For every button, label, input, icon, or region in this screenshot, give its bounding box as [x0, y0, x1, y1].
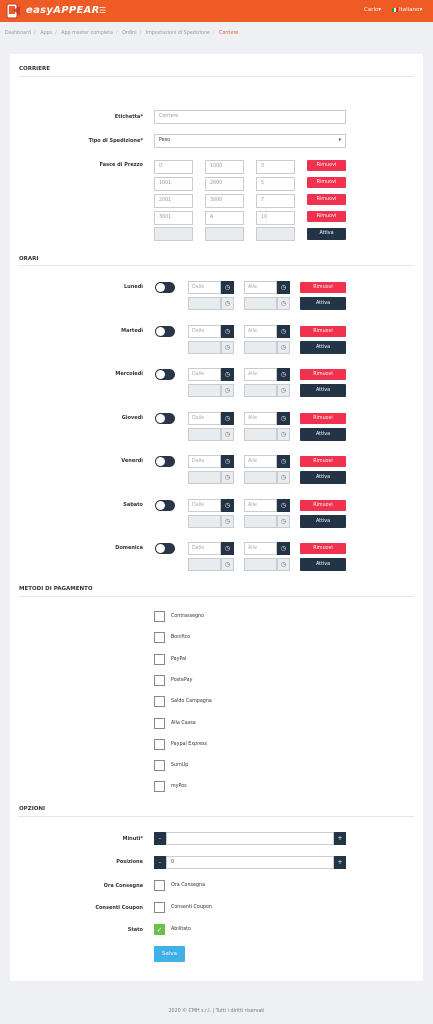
toggle-knob: [156, 457, 165, 466]
day-toggle[interactable]: [155, 369, 175, 380]
clock-icon[interactable]: ◷: [277, 558, 290, 571]
payment-method-checkbox[interactable]: [154, 718, 165, 729]
breadcrumb-shipping-settings[interactable]: Impostazioni di Spedizione: [145, 31, 210, 36]
remove-slot-button[interactable]: Rimuovi: [300, 543, 346, 554]
brand-logo[interactable]: [4, 2, 100, 20]
remove-slot-button[interactable]: Rimuovi: [300, 500, 346, 511]
status-label: Stato: [127, 927, 143, 933]
label-input[interactable]: Corriere: [154, 110, 346, 124]
payment-method-checkbox[interactable]: [154, 696, 165, 707]
remove-slot-button[interactable]: Rimuovi: [300, 326, 346, 337]
new-to-time-field[interactable]: [244, 471, 290, 484]
minutes-increment-button[interactable]: +: [334, 832, 346, 845]
clock-icon[interactable]: ◷: [221, 281, 234, 294]
day-label: Domenica: [115, 545, 143, 551]
delivery-time-label: Ora Consegna: [103, 883, 143, 889]
payment-method-label: Contrassegno: [171, 614, 205, 619]
from-time-field[interactable]: [188, 455, 234, 468]
new-to-time-input[interactable]: [244, 341, 277, 354]
from-time-field[interactable]: [188, 368, 234, 381]
new-to-time-field[interactable]: [244, 341, 290, 354]
add-range-button[interactable]: Attiva: [307, 228, 346, 240]
divider: [19, 596, 414, 597]
clock-icon[interactable]: ◷: [221, 542, 234, 555]
clock-icon[interactable]: ◷: [277, 542, 290, 555]
top-navbar: [0, 0, 433, 22]
new-from-time-field[interactable]: [188, 341, 234, 354]
section-title-courier: CORRIERE: [19, 66, 50, 72]
clock-icon[interactable]: ◷: [221, 325, 234, 338]
new-to-time-input[interactable]: [244, 558, 277, 571]
new-from-time-field[interactable]: [188, 384, 234, 397]
payment-method-label: Alla Cassa: [171, 721, 196, 726]
divider: [19, 265, 414, 266]
day-label: Martedì: [121, 328, 143, 334]
clock-icon[interactable]: ◷: [277, 341, 290, 354]
payment-method-checkbox[interactable]: [154, 781, 165, 792]
toggle-knob: [156, 544, 165, 553]
clock-icon[interactable]: ◷: [277, 281, 290, 294]
save-button[interactable]: Salva: [154, 946, 185, 962]
new-from-time-input[interactable]: [188, 341, 221, 354]
from-time-field[interactable]: [188, 325, 234, 338]
to-time-input[interactable]: Alle: [244, 368, 277, 381]
toggle-knob: [156, 327, 165, 336]
breadcrumb-dashboard[interactable]: Dashboard: [5, 31, 32, 36]
breadcrumb-current: Corriere: [219, 31, 239, 36]
to-time-input[interactable]: Alle: [244, 499, 277, 512]
section-title-payments: METODI DI PAGAMENTO: [19, 586, 93, 592]
remove-range-button[interactable]: Rimuovi: [307, 160, 346, 171]
day-toggle[interactable]: [155, 456, 175, 467]
to-time-input[interactable]: Alle: [244, 281, 277, 294]
new-from-time-input[interactable]: [188, 515, 221, 528]
range-to-input[interactable]: 2000: [205, 177, 244, 191]
day-label: Venerdì: [121, 458, 143, 464]
from-time-input[interactable]: Dalle: [188, 455, 221, 468]
new-range-price-input[interactable]: [256, 227, 295, 241]
breadcrumb-orders[interactable]: Ordini: [122, 31, 137, 36]
new-range-to-input[interactable]: [205, 227, 244, 241]
payment-method-label: Bonifico: [171, 635, 191, 640]
new-from-time-field[interactable]: [188, 558, 234, 571]
range-from-input[interactable]: 1001: [154, 177, 193, 191]
status-checkbox-label: Abilitato: [171, 927, 191, 932]
range-price-input[interactable]: 10: [256, 211, 295, 225]
from-time-input[interactable]: Dalle: [188, 412, 221, 425]
clock-icon[interactable]: ◷: [277, 515, 290, 528]
breadcrumb: Dashboard / Apps / App master completa / Ordini / Impostazioni di Spedizione / Corriere: [5, 31, 239, 36]
check-icon: ✓: [156, 926, 163, 934]
remove-slot-button[interactable]: Rimuovi: [300, 413, 346, 424]
clock-icon[interactable]: ◷: [277, 428, 290, 441]
to-time-field[interactable]: [244, 542, 290, 555]
shipping-type-select[interactable]: [154, 134, 346, 148]
remove-range-button[interactable]: Rimuovi: [307, 211, 346, 222]
day-toggle[interactable]: [155, 500, 175, 511]
remove-range-button[interactable]: Rimuovi: [307, 177, 346, 188]
new-to-time-field[interactable]: [244, 384, 290, 397]
to-time-field[interactable]: [244, 325, 290, 338]
new-from-time-input[interactable]: [188, 428, 221, 441]
clock-icon[interactable]: ◷: [277, 499, 290, 512]
add-slot-button[interactable]: Attiva: [300, 384, 346, 397]
new-from-time-field[interactable]: [188, 428, 234, 441]
clock-icon[interactable]: ◷: [221, 558, 234, 571]
minutes-input[interactable]: [166, 832, 334, 845]
minutes-decrement-button[interactable]: -: [154, 832, 166, 845]
payment-method-checkbox[interactable]: [154, 632, 165, 643]
range-price-input[interactable]: 7: [256, 194, 295, 208]
clock-icon[interactable]: ◷: [221, 471, 234, 484]
day-label: Lunedì: [124, 284, 143, 290]
clock-icon[interactable]: ◷: [221, 384, 234, 397]
payment-method-label: Paypal Express: [171, 742, 208, 747]
section-title-options: OPZIONI: [19, 806, 46, 812]
clock-icon[interactable]: ◷: [277, 384, 290, 397]
to-time-field[interactable]: [244, 368, 290, 381]
remove-slot-button[interactable]: Rimuovi: [300, 282, 346, 293]
clock-icon[interactable]: ◷: [221, 499, 234, 512]
to-time-field[interactable]: [244, 455, 290, 468]
clock-icon[interactable]: ◷: [221, 297, 234, 310]
range-price-input[interactable]: 5: [256, 177, 295, 191]
italy-flag-icon: [392, 8, 398, 12]
payment-method-checkbox[interactable]: [154, 654, 165, 665]
clock-icon[interactable]: ◷: [221, 455, 234, 468]
add-slot-button[interactable]: Attiva: [300, 297, 346, 310]
day-label: Sabato: [123, 502, 143, 508]
payment-method-checkbox[interactable]: [154, 760, 165, 771]
shipping-type-label: Tipo di Spedizione*: [88, 138, 143, 144]
to-time-input[interactable]: Alle: [244, 542, 277, 555]
clock-icon[interactable]: ◷: [277, 412, 290, 425]
clock-icon[interactable]: ◷: [277, 368, 290, 381]
clock-icon[interactable]: ◷: [221, 341, 234, 354]
payment-method-label: PayPal: [171, 657, 187, 662]
new-to-time-field[interactable]: [244, 297, 290, 310]
new-to-time-input[interactable]: [244, 428, 277, 441]
range-from-input[interactable]: 2001: [154, 194, 193, 208]
clock-icon[interactable]: ◷: [277, 325, 290, 338]
label-label: Etichetta*: [114, 114, 143, 120]
toggle-knob: [156, 283, 165, 292]
chevron-down-icon: ▾: [338, 138, 341, 143]
footer-text: 2020 © CMH s.r.l. | Tutti i diritti riservati: [168, 1009, 265, 1014]
coupon-label: Consenti Coupon: [95, 905, 143, 911]
to-time-input[interactable]: Alle: [244, 325, 277, 338]
from-time-field[interactable]: [188, 499, 234, 512]
status-checkbox[interactable]: [154, 924, 165, 935]
payment-method-label: PostePay: [171, 678, 193, 683]
payment-method-label: myPos: [171, 784, 187, 789]
new-to-time-input[interactable]: [244, 297, 277, 310]
section-title-hours: ORARI: [19, 256, 39, 262]
day-toggle[interactable]: [155, 543, 175, 554]
new-from-time-field[interactable]: [188, 515, 234, 528]
new-from-time-input[interactable]: [188, 297, 221, 310]
new-to-time-input[interactable]: [244, 471, 277, 484]
toggle-knob: [156, 501, 165, 510]
day-label: Mercoledì: [115, 371, 143, 377]
delivery-time-checkbox-label: Ora Consegna: [171, 883, 206, 888]
menu-toggle-icon[interactable]: ☰: [99, 6, 107, 15]
logo-mark-icon: [4, 2, 22, 20]
new-to-time-field[interactable]: [244, 428, 290, 441]
divider: [19, 76, 414, 77]
new-from-time-field[interactable]: [188, 297, 234, 310]
day-toggle[interactable]: [155, 413, 175, 424]
clock-icon[interactable]: ◷: [277, 297, 290, 310]
new-to-time-field[interactable]: [244, 515, 290, 528]
coupon-checkbox-label: Consenti Coupon: [171, 905, 212, 910]
price-ranges-label: Fasce di Prezzo: [99, 162, 143, 168]
day-label: Giovedì: [121, 415, 143, 421]
range-to-input[interactable]: A: [205, 211, 244, 225]
from-time-input[interactable]: Dalle: [188, 281, 221, 294]
clock-icon[interactable]: ◷: [277, 471, 290, 484]
day-toggle[interactable]: [155, 326, 175, 337]
remove-slot-button[interactable]: Rimuovi: [300, 456, 346, 467]
new-from-time-input[interactable]: [188, 558, 221, 571]
clock-icon[interactable]: ◷: [277, 455, 290, 468]
language-selector[interactable]: Italiano▾: [392, 7, 422, 13]
payment-method-checkbox[interactable]: [154, 675, 165, 686]
to-time-field[interactable]: [244, 281, 290, 294]
payment-method-checkbox[interactable]: [154, 739, 165, 750]
add-slot-button[interactable]: Attiva: [300, 341, 346, 354]
new-range-from-input[interactable]: [154, 227, 193, 241]
user-menu[interactable]: Carlo▾: [364, 7, 382, 13]
to-time-input[interactable]: Alle: [244, 455, 277, 468]
toggle-knob: [156, 414, 165, 423]
new-from-time-input[interactable]: [188, 471, 221, 484]
remove-slot-button[interactable]: Rimuovi: [300, 369, 346, 380]
new-to-time-field[interactable]: [244, 558, 290, 571]
shipping-type-value: Peso: [159, 138, 171, 143]
from-time-input[interactable]: Dalle: [188, 542, 221, 555]
from-time-field[interactable]: [188, 281, 234, 294]
user-name: Carlo: [364, 7, 379, 13]
new-from-time-field[interactable]: [188, 471, 234, 484]
payment-method-label: SumUp: [171, 763, 189, 768]
breadcrumb-apps[interactable]: Apps: [40, 31, 53, 36]
logo-text: easyAPPEAR: [26, 5, 100, 16]
clock-icon[interactable]: ◷: [221, 368, 234, 381]
position-increment-button[interactable]: +: [334, 856, 346, 869]
range-price-input[interactable]: 3: [256, 160, 295, 174]
delivery-time-checkbox[interactable]: [154, 880, 165, 891]
range-to-input[interactable]: 3000: [205, 194, 244, 208]
clock-icon[interactable]: ◷: [221, 412, 234, 425]
range-from-input[interactable]: 3001: [154, 211, 193, 225]
new-to-time-input[interactable]: [244, 515, 277, 528]
add-slot-button[interactable]: Attiva: [300, 515, 346, 528]
to-time-field[interactable]: [244, 412, 290, 425]
to-time-input[interactable]: Alle: [244, 412, 277, 425]
payment-method-checkbox[interactable]: [154, 611, 165, 622]
position-input[interactable]: 0: [166, 856, 334, 869]
coupon-checkbox[interactable]: [154, 902, 165, 913]
divider: [19, 816, 414, 817]
new-from-time-input[interactable]: [188, 384, 221, 397]
toggle-knob: [156, 370, 165, 379]
from-time-input[interactable]: Dalle: [188, 325, 221, 338]
position-decrement-button[interactable]: -: [154, 856, 166, 869]
from-time-field[interactable]: [188, 542, 234, 555]
range-from-input[interactable]: 0: [154, 160, 193, 174]
language-name: Italiano: [399, 7, 420, 13]
from-time-input[interactable]: Dalle: [188, 499, 221, 512]
remove-range-button[interactable]: Rimuovi: [307, 194, 346, 205]
from-time-field[interactable]: [188, 412, 234, 425]
add-slot-button[interactable]: Attiva: [300, 428, 346, 441]
add-slot-button[interactable]: Attiva: [300, 558, 346, 571]
breadcrumb-app[interactable]: App master completa: [61, 31, 113, 36]
minutes-label: Minuti*: [122, 836, 143, 842]
day-toggle[interactable]: [155, 282, 175, 293]
position-label: Posizione: [116, 859, 143, 865]
new-to-time-input[interactable]: [244, 384, 277, 397]
from-time-input[interactable]: Dalle: [188, 368, 221, 381]
to-time-field[interactable]: [244, 499, 290, 512]
add-slot-button[interactable]: Attiva: [300, 471, 346, 484]
clock-icon[interactable]: ◷: [221, 515, 234, 528]
clock-icon[interactable]: ◷: [221, 428, 234, 441]
payment-method-label: Saldo Campagna: [171, 699, 212, 704]
range-to-input[interactable]: 1000: [205, 160, 244, 174]
